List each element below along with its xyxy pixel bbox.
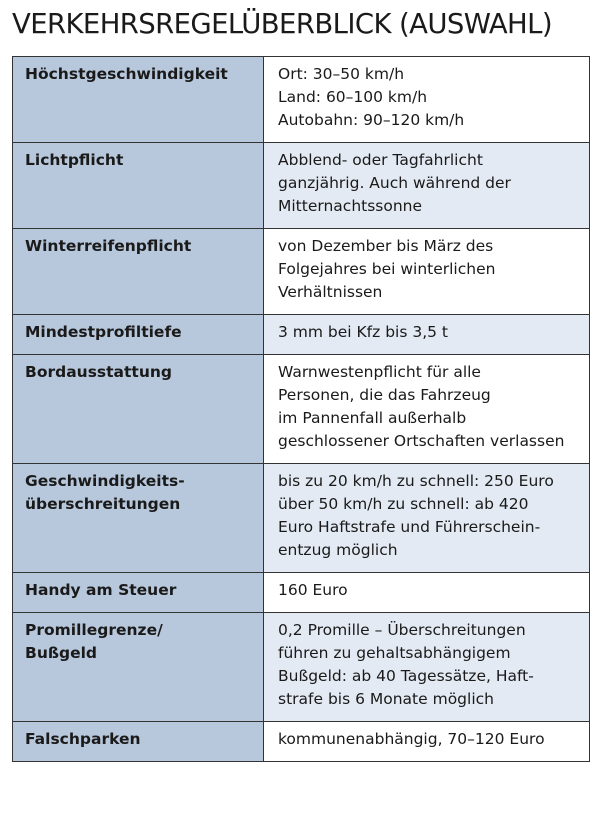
rule-label: Falschparken bbox=[13, 722, 264, 762]
rule-label: Handy am Steuer bbox=[13, 573, 264, 613]
rule-label: Bordausstattung bbox=[13, 355, 264, 464]
rule-value: 0,2 Promille – Überschreitungen führen zu gehaltsabhängigem Bußgeld: ab 40 Tagessätze, Haft- strafe bis 6 Monate möglich bbox=[264, 613, 590, 722]
rule-value: Abblend- oder Tagfahrlicht ganzjährig. Auch während der Mitternachtssonne bbox=[264, 143, 590, 229]
rule-value: 160 Euro bbox=[264, 573, 590, 613]
table-row bbox=[13, 315, 590, 355]
rule-label: Mindestprofiltiefe bbox=[13, 315, 264, 355]
table-row bbox=[13, 573, 590, 613]
table-row bbox=[13, 355, 590, 464]
table-row bbox=[13, 229, 590, 315]
rule-label: Promillegrenze/ Bußgeld bbox=[13, 613, 264, 722]
table-row bbox=[13, 613, 590, 722]
page-title: VERKEHRSREGELÜBERBLICK (AUSWAHL) bbox=[12, 8, 552, 40]
rule-label: Lichtpflicht bbox=[13, 143, 264, 229]
traffic-rules-table bbox=[12, 56, 590, 762]
rule-label: Geschwindigkeits- überschreitungen bbox=[13, 464, 264, 573]
rule-value: 3 mm bei Kfz bis 3,5 t bbox=[264, 315, 590, 355]
table-row bbox=[13, 722, 590, 762]
rule-label: Winterreifenpflicht bbox=[13, 229, 264, 315]
rule-value: Ort: 30–50 km/h Land: 60–100 km/h Autobahn: 90–120 km/h bbox=[264, 57, 590, 143]
table-row bbox=[13, 143, 590, 229]
rule-label: Höchstgeschwindigkeit bbox=[13, 57, 264, 143]
rule-value: bis zu 20 km/h zu schnell: 250 Euro über 50 km/h zu schnell: ab 420 Euro Haftstrafe und Führerschein- entzug möglich bbox=[264, 464, 590, 573]
rule-value: Warnwestenpflicht für alle Personen, die das Fahrzeug im Pannenfall außerhalb geschlossener Ortschaften verlassen bbox=[264, 355, 590, 464]
rule-value: von Dezember bis März des Folgejahres bei winterlichen Verhältnissen bbox=[264, 229, 590, 315]
table-row bbox=[13, 57, 590, 143]
rule-value: kommunenabhängig, 70–120 Euro bbox=[264, 722, 590, 762]
table-row bbox=[13, 464, 590, 573]
